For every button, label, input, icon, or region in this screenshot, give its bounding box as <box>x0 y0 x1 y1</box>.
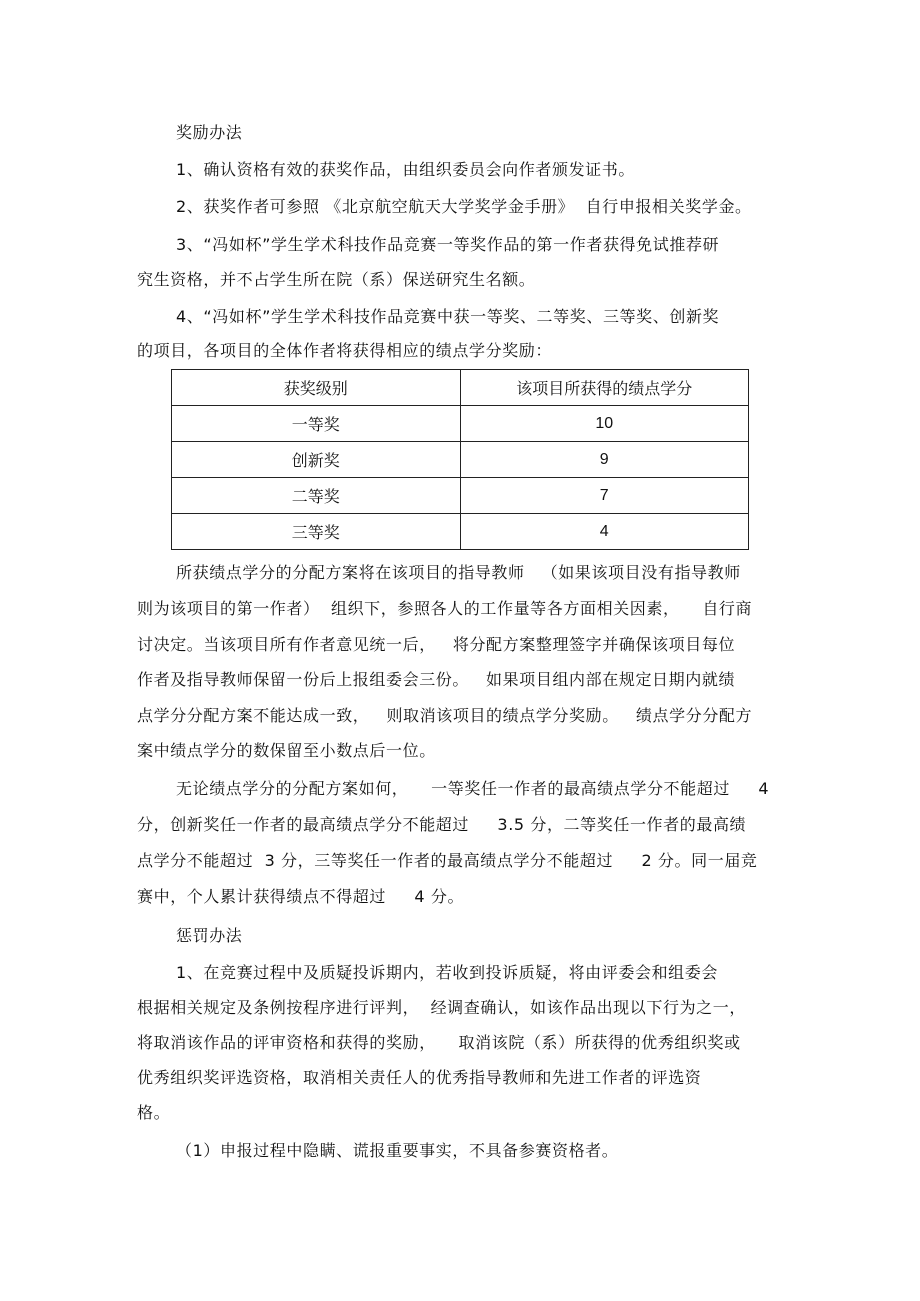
points-cell: 7 <box>460 478 749 514</box>
table-row <box>172 442 749 478</box>
reward-item-1: 1、确认资格有效的获奖作品，由组织委员会向作者颁发证书。 <box>176 160 635 179</box>
allocation-line-4: 作者及指导教师保留一份后上报组委会三份。 如果项目组内部在规定日期内就绩 <box>137 670 736 689</box>
points-cell: 10 <box>460 406 749 442</box>
penalty-item-1-line-3: 将取消该作品的评审资格和获得的奖励， 取消该院（系）所获得的优秀组织奖或 <box>137 1033 741 1052</box>
points-cell: 9 <box>460 442 749 478</box>
reward-heading: 奖励办法 <box>176 123 243 142</box>
penalty-item-1-line-5: 格。 <box>137 1103 171 1122</box>
table-row <box>172 406 749 442</box>
reward-item-3-line-2: 究生资格，并不占学生所在院（系）保送研究生名额。 <box>137 270 536 289</box>
score-table <box>171 369 749 550</box>
award-level-cell: 一等奖 <box>172 406 461 442</box>
penalty-item-1-line-2: 根据相关规定及条例按程序进行评判， 经调查确认，如该作品出现以下行为之一， <box>137 998 746 1017</box>
penalty-item-1-line-1: 1、在竞赛过程中及质疑投诉期内，若收到投诉质疑，将由评委会和组委会 <box>176 963 718 982</box>
limits-line-4: 赛中，个人累计获得绩点不得超过 4 分。 <box>137 887 465 906</box>
reward-item-4-line-2: 的项目，各项目的全体作者将获得相应的绩点学分奖励： <box>137 341 553 360</box>
header-points: 该项目所获得的绩点学分 <box>460 370 749 406</box>
reward-item-3-line-1: 3、“冯如杯”学生学术科技作品竞赛一等奖作品的第一作者获得免试推荐研 <box>176 235 720 254</box>
reward-item-4-line-1: 4、“冯如杯”学生学术科技作品竞赛中获一等奖、二等奖、三等奖、创新奖 <box>176 307 720 326</box>
header-award-level: 获奖级别 <box>172 370 461 406</box>
penalty-heading: 惩罚办法 <box>176 926 243 945</box>
award-level-cell: 创新奖 <box>172 442 461 478</box>
reward-item-2: 2、获奖作者可参照 《北京航空航天大学奖学金手册》 自行申报相关奖学金。 <box>176 197 752 216</box>
allocation-line-3: 讨决定。当该项目所有作者意见统一后， 将分配方案整理签字并确保该项目每位 <box>137 635 736 654</box>
limits-line-3: 点学分不能超过 3 分，三等奖任一作者的最高绩点学分不能超过 2 分。同一届竞 <box>137 851 758 870</box>
penalty-sub-1: （1）申报过程中隐瞒、谎报重要事实，不具备参赛资格者。 <box>176 1141 619 1160</box>
allocation-line-2: 则为该项目的第一作者） 组织下，参照各人的工作量等各方面相关因素， 自行商 <box>137 599 753 618</box>
points-cell: 4 <box>460 514 749 550</box>
allocation-line-6: 案中绩点学分的数保留至小数点后一位。 <box>137 741 436 760</box>
limits-line-2: 分，创新奖任一作者的最高绩点学分不能超过 3.5 分，二等奖任一作者的最高绩 <box>137 815 747 834</box>
allocation-line-1: 所获绩点学分的分配方案将在该项目的指导教师 （如果该项目没有指导教师 <box>176 563 741 582</box>
table-row <box>172 478 749 514</box>
award-level-cell: 二等奖 <box>172 478 461 514</box>
penalty-item-1-line-4: 优秀组织奖评选资格，取消相关责任人的优秀指导教师和先进工作者的评选资 <box>137 1068 702 1087</box>
limits-line-1: 无论绩点学分的分配方案如何， 一等奖任一作者的最高绩点学分不能超过 4 <box>176 779 770 798</box>
table-header-row <box>172 370 749 406</box>
award-level-cell: 三等奖 <box>172 514 461 550</box>
allocation-line-5: 点学分分配方案不能达成一致， 则取消该项目的绩点学分奖励。 绩点学分分配方 <box>137 706 753 725</box>
table-row <box>172 514 749 550</box>
